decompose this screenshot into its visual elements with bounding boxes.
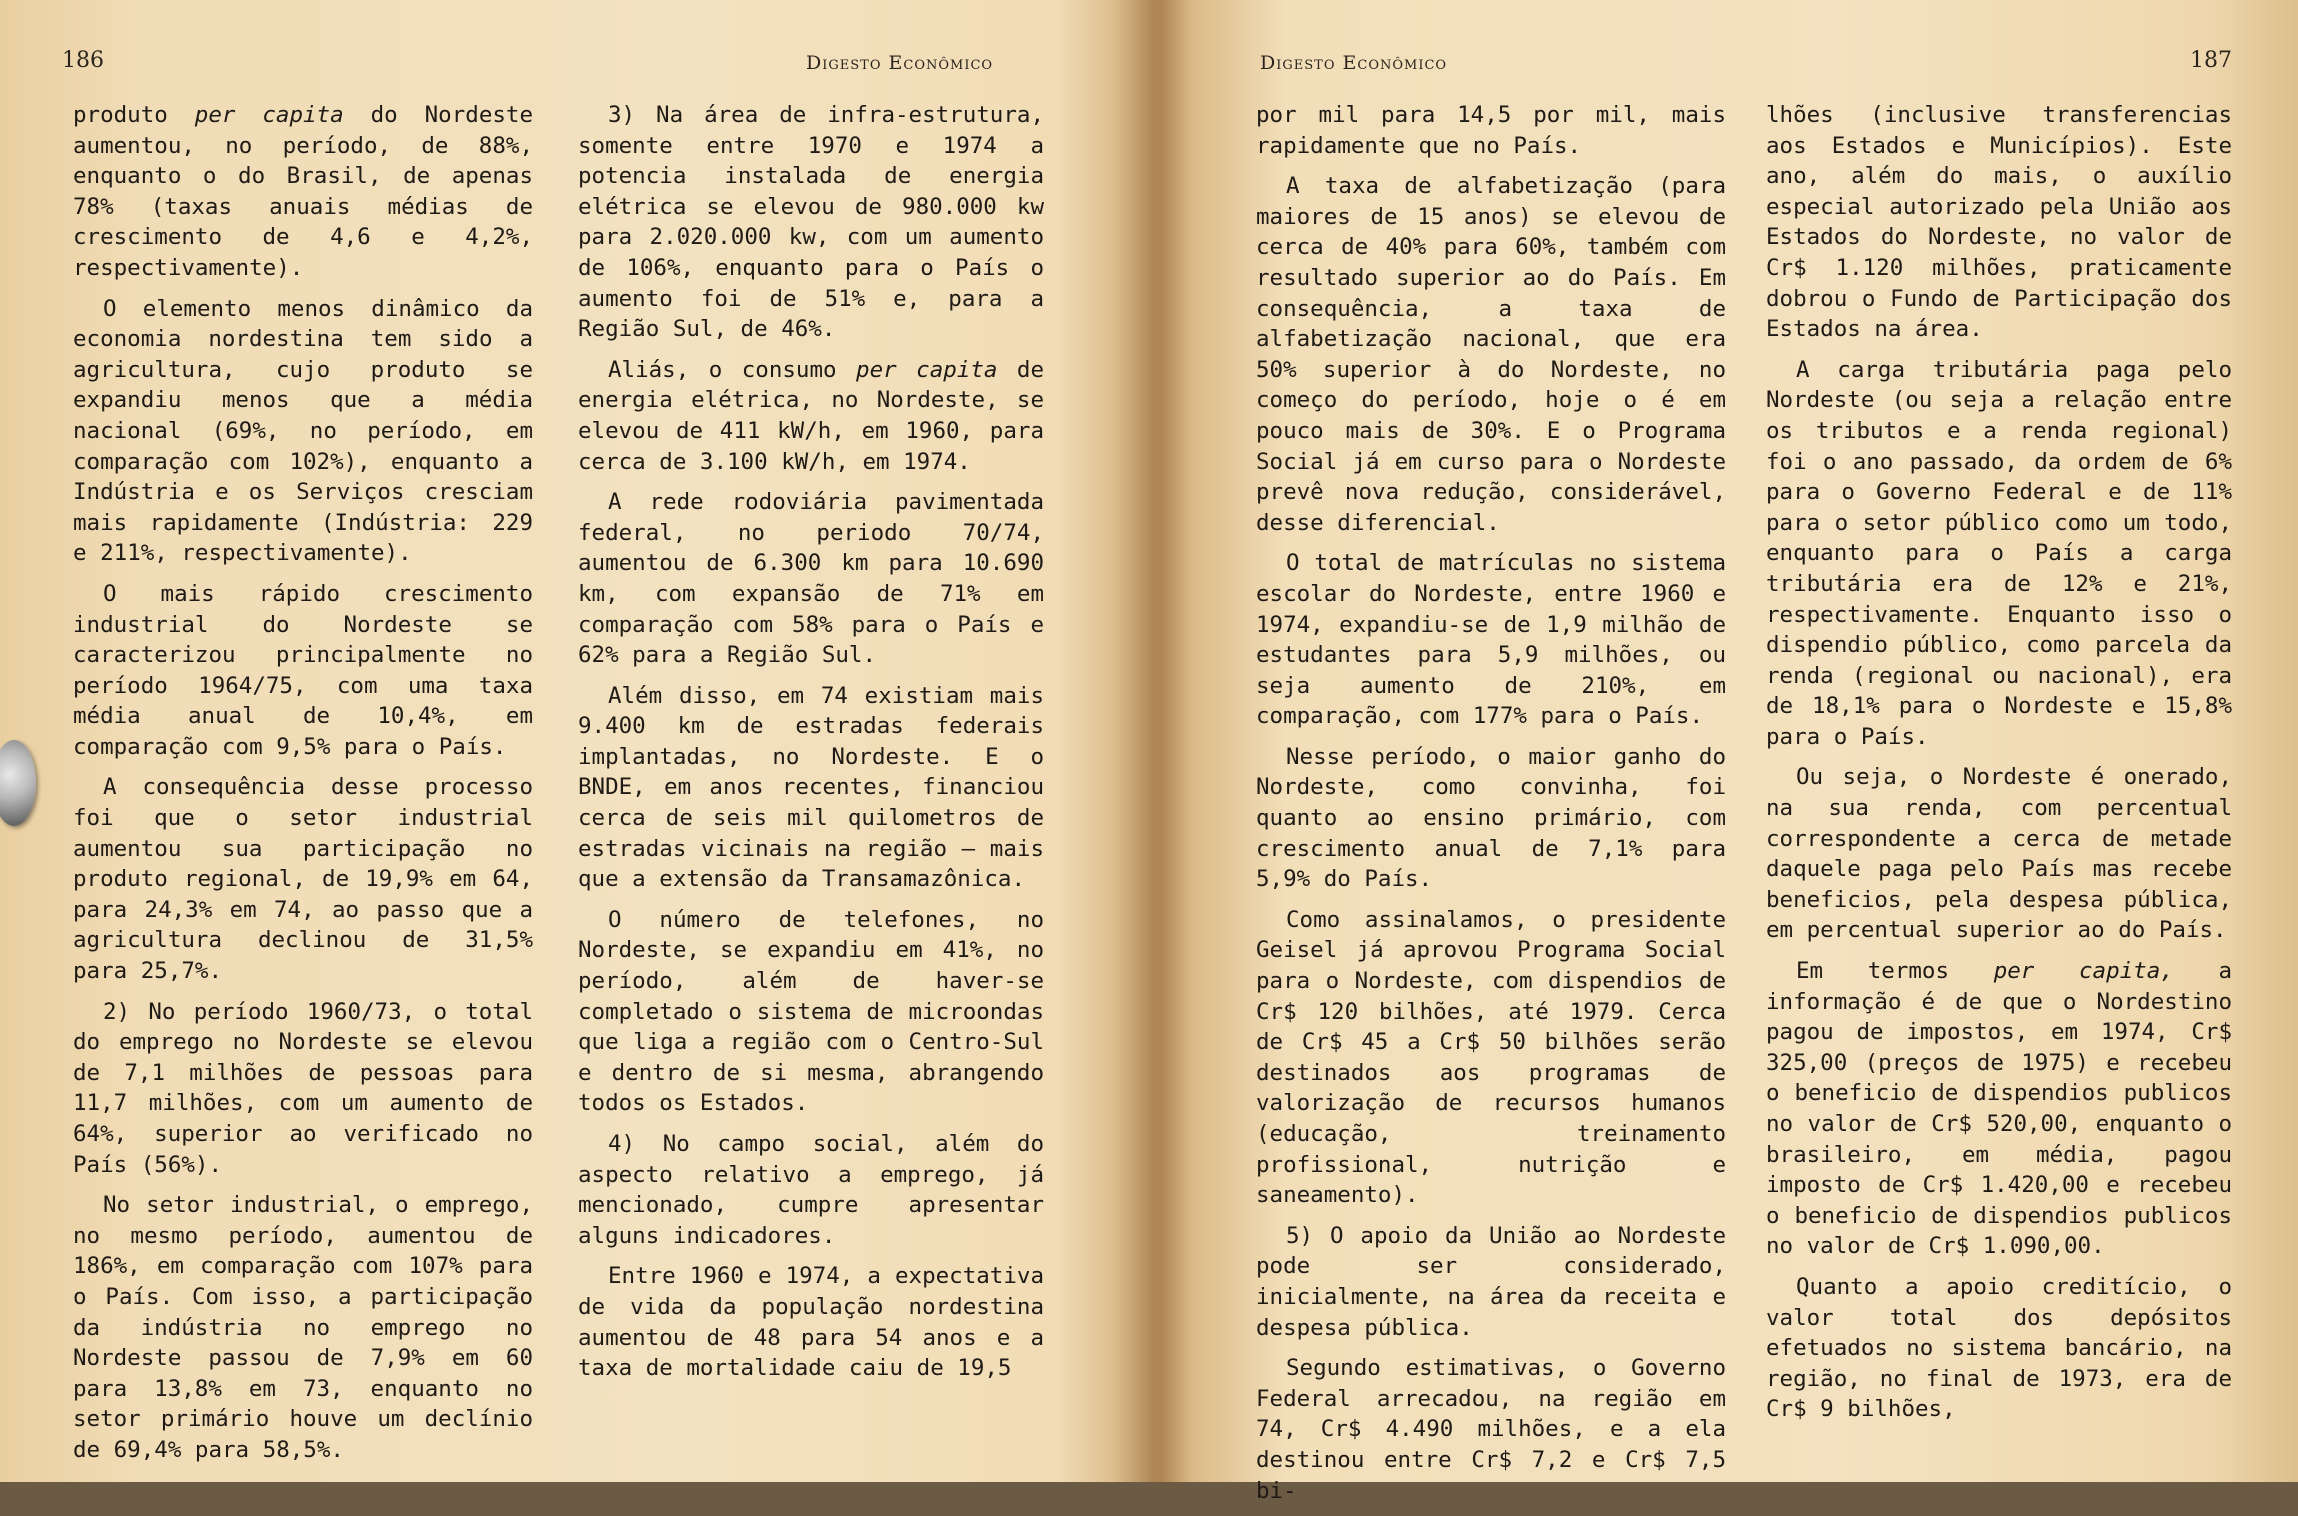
right-page [1150,0,2298,1504]
paragraph [73,100,533,284]
text-run: Em termos [1796,958,1994,985]
italic-term: per capita, [1993,958,2174,985]
paragraph: 2) No período 1960/73, o total do emprego no Nordeste se elevou de 7,1 milhões de pessoas para 11,7 milhões, com um aumento de 64%, superior ao verificado no País (56%). [73,998,533,1178]
text-run: de energia elétrica, no Nordeste, se elevou de 411 kW/h, em 1960, para cerca de 3.100 kW/h, em 1974. [578,356,1044,475]
paragraph: Segundo estimativas, o Governo Federal arrecadou, na região em 74, Cr$ 4.490 milhões, e a ela destinou entre Cr$ 7,2 e Cr$ 7,5 bi- [1256,1355,1726,1504]
right-page-column-2 [1766,100,2232,1435]
paragraph: Nesse período, o maior ganho do Nordeste, como convinha, foi quanto ao ensino primário, com crescimento anual de 7,1% para 5,9% do País. [1256,743,1726,893]
paragraph: O elemento menos dinâmico da economia nordestina tem sido a agricultura, cujo produto se expandiu menos que a média nacional (69%, no período, em comparação com 102%), enquanto a Indústria e os Serviços cresciam mais rapidamente (Indústria: 229 e 211%, respectivamente). [73,295,533,567]
text-run: produto [73,102,195,128]
paragraph: 5) O apoio da União ao Nordeste pode ser considerado, inicialmente, na área da receita e despesa pública. [1256,1222,1726,1341]
paragraph: Entre 1960 e 1974, a expectativa de vida da população nordestina aumentou de 48 para 54 anos e a taxa de mortalidade caiu de 19,5 [578,1263,1044,1382]
paragraph [578,355,1044,477]
paragraph: 3) Na área de infra-estrutura, somente entre 1970 e 1974 a potencia instalada de energia elétrica se elevou de 980.000 kw para 2.020.000 kw, com um aumento de 106%, enquanto para o País o aumento foi de 51% e, para a Região Sul, de 46%. [578,102,1044,343]
running-head: Digesto Econômico [806,52,994,74]
paragraph: Ou seja, o Nordeste é onerado, na sua renda, com percentual correspondente a cerca de metade daquele paga pelo País mas recebe beneficios, pela despesa pública, em percentual superior ao do País. [1766,764,2232,944]
left-page-column-2 [578,100,1044,1394]
left-page [0,0,1145,1482]
paragraph: 4) No campo social, além do aspecto relativo a emprego, já mencionado, cumpre apresentar alguns indicadores. [578,1131,1044,1249]
paragraph: O total de matrículas no sistema escolar do Nordeste, entre 1960 e 1974, expandiu-se de 1,9 milhão de estudantes para 5,9 milhões, ou seja aumento de 210%, em comparação, com 177% para o País. [1256,550,1726,730]
paragraph: por mil para 14,5 por mil, mais rapidamente que no País. [1256,102,1726,159]
running-head: Digesto Econômico [1260,52,1448,74]
paragraph: A rede rodoviária pavimentada federal, no periodo 70/74, aumentou de 6.300 km para 10.690 km, com expansão de 71% em comparação com 58% para o País e 62% para a Região Sul. [578,489,1044,669]
text-run: do Nordeste aumentou, no período, de 88%, enquanto o do Brasil, de apenas 78% (taxas anuais médias de crescimento de 4,6 e 4,2%, respectivamente). [73,102,534,281]
italic-term: per capita [856,356,998,383]
italic-term: per capita [194,102,344,128]
paragraph: lhões (inclusive transferencias aos Estados e Municípios). Este ano, além do mais, o auxílio especial autorizado pela União aos Estados do Nordeste, no valor de Cr$ 1.120 milhões, praticamente dobrou o Fundo de Participação dos Estados na área. [1766,102,2232,343]
paragraph: O mais rápido crescimento industrial do Nordeste se caracterizou principalmente no período 1964/75, com uma taxa média anual de 10,4%, em comparação com 9,5% para o País. [73,580,533,760]
page-number: 186 [62,48,104,73]
paragraph: Além disso, em 74 existiam mais 9.400 km de estradas federais implantadas, no Nordeste. E o BNDE, em anos recentes, financiou cerca de seis mil quilometros de estradas vicinais na região — mais que a extensão da Transamazônica. [578,682,1044,893]
paragraph: No setor industrial, o emprego, no mesmo período, aumentou de 186%, em comparação com 107% para o País. Com isso, a participação da indústria no emprego no Nordeste passou de 7,9% em 60 para 13,8% em 73, enquanto no setor primário houve um declínio de 69,4% para 58,5%. [73,1192,533,1463]
paragraph [1766,956,2232,1262]
paragraph: O número de telefones, no Nordeste, se expandiu em 41%, no período, além de haver-se completado o sistema de microondas que liga a região com o Centro-Sul e dentro de si mesma, abrangendo todos os Estados. [578,906,1044,1117]
paragraph: Como assinalamos, o presidente Geisel já aprovou Programa Social para o Nordeste, com dispendios de Cr$ 120 bilhões, até 1979. Cerca de Cr$ 45 a Cr$ 50 bilhões serão destinados aos programas de valorização de recursos humanos (educação, treinamento profissional, nutrição e saneamento). [1256,906,1726,1209]
paragraph: A taxa de alfabetização (para maiores de 15 anos) se elevou de cerca de 40% para 60%, também com resultado superior ao do País. Em consequência, a taxa de alfabetização nacional, que era 50% superior à do Nordeste, no começo do período, hoje o é em pouco mais de 30%. E o Programa Social já em curso para o Nordeste prevê nova redução, considerável, desse diferencial. [1256,173,1726,536]
paragraph: Quanto a apoio creditício, o valor total dos depósitos efetuados no sistema bancário, na região, no final de 1973, era de Cr$ 9 bilhões, [1766,1273,2232,1423]
text-run: a informação é de que o Nordestino pagou de impostos, em 1974, Cr$ 325,00 (preços de 1975) e recebeu o beneficio de dispendios publicos no valor de Cr$ 520,00, enquanto o brasileiro, em média, pagou imposto de Cr$ 1.420,00 e recebeu o beneficio de dispendios publicos no valor de Cr$ 1.090,00. [1766,958,2233,1260]
left-page-column-1 [73,100,533,1476]
right-page-column-1 [1256,100,1726,1516]
text-run: Aliás, o consumo [608,356,857,383]
paragraph: A consequência desse processo foi que o setor industrial aumentou sua participação no produto regional, de 19,9% em 64, para 24,3% em 74, ao passo que a agricultura declinou de 31,5% para 25,7%. [73,774,533,985]
paragraph: A carga tributária paga pelo Nordeste (ou seja a relação entre os tributos e a renda regional) foi o ano passado, da ordem de 6% para o Governo Federal e de 11% para o setor público como um todo, enquanto para o País a carga tributária era de 12% e 21%, respectivamente. Enquanto isso o dispendio público, como parcela da renda (regional ou nacional), era de 18,1% para o Nordeste e 15,8% para o País. [1766,356,2232,750]
page-number: 187 [2190,48,2232,73]
